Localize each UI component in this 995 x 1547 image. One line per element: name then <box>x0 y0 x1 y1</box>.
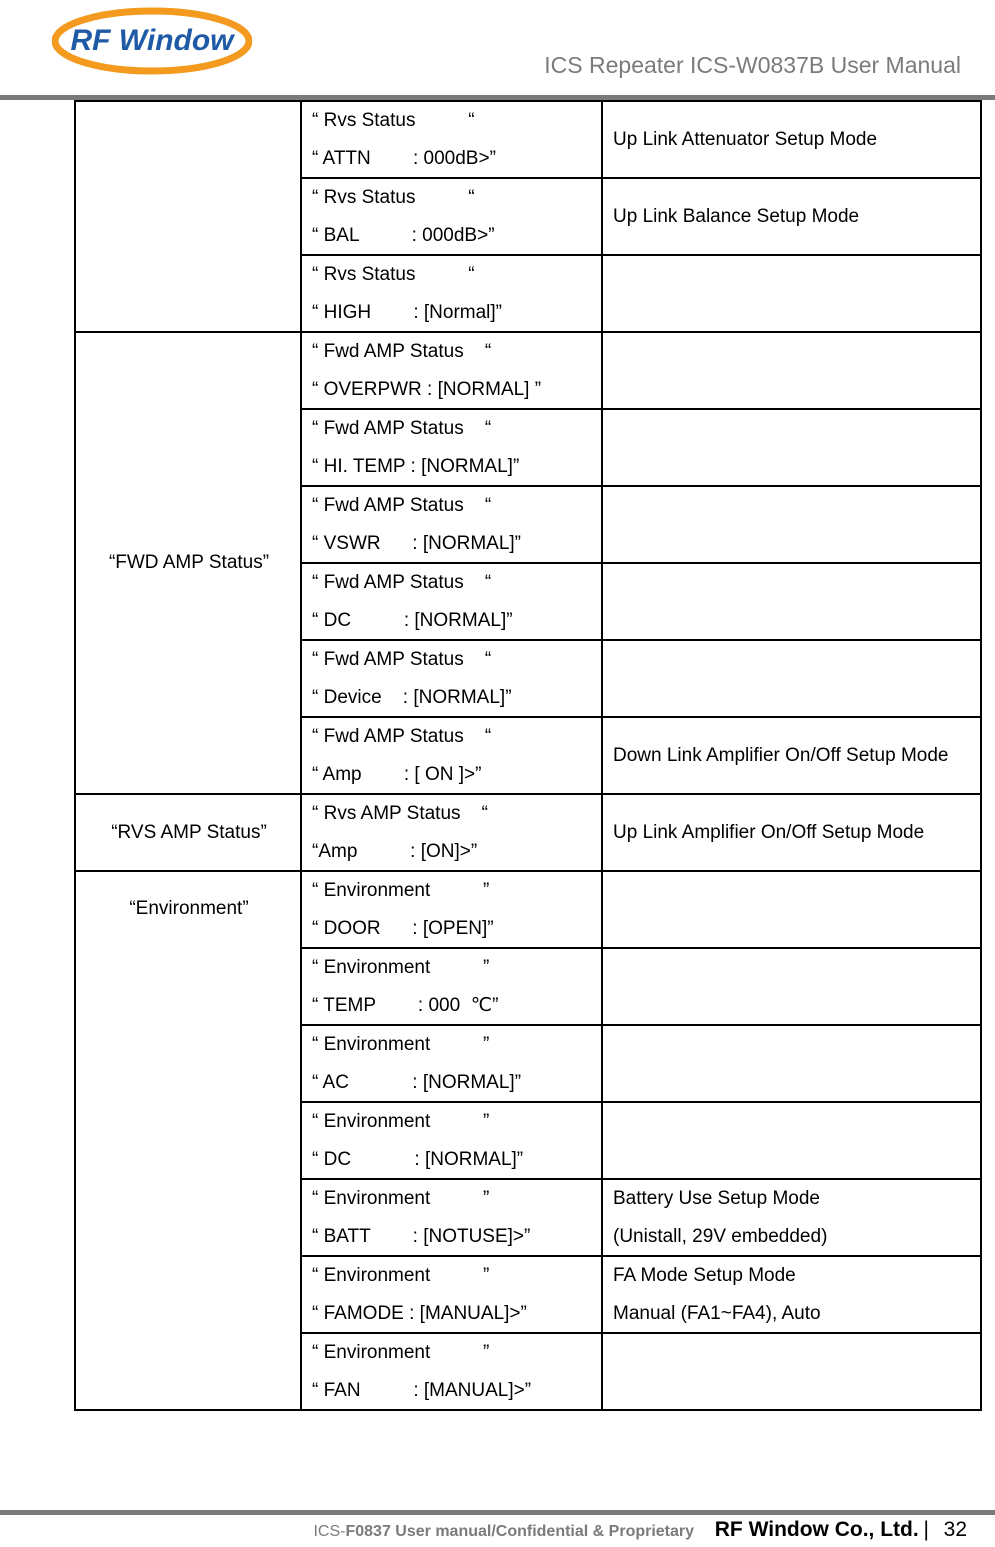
table-row <box>75 794 981 871</box>
description-cell: Down Link Amplifier On/Off Setup Mode <box>602 717 981 794</box>
status-cell: “ Fwd AMP Status “ “ DC : [NORMAL]” <box>301 563 602 640</box>
status-cell: “ Environment ” “ FAN : [MANUAL]>” <box>301 1333 602 1410</box>
table-row <box>75 101 981 178</box>
description-cell <box>602 948 981 1025</box>
description-cell <box>602 255 981 332</box>
manual-title: ICS Repeater ICS-W0837B User Manual <box>544 52 961 78</box>
table-row <box>75 871 981 948</box>
description-cell <box>602 1102 981 1179</box>
description-cell: FA Mode Setup Mode Manual (FA1~FA4), Auto <box>602 1256 981 1333</box>
description-cell: Up Link Amplifier On/Off Setup Mode <box>602 794 981 871</box>
description-cell: Up Link Attenuator Setup Mode <box>602 101 981 178</box>
status-cell: “ Environment ” “ DC : [NORMAL]” <box>301 1102 602 1179</box>
table-row <box>75 332 981 409</box>
page-number: 32 <box>943 1518 967 1541</box>
status-cell: “ Environment ” “ DOOR : [OPEN]” <box>301 871 602 948</box>
status-cell: “ Rvs AMP Status “ “Amp : [ON]>” <box>301 794 602 871</box>
status-cell: “ Rvs Status “ “ ATTN : 000dB>” <box>301 101 602 178</box>
description-cell <box>602 871 981 948</box>
status-table <box>74 100 982 1411</box>
group-cell-rvs-status <box>75 101 301 332</box>
status-cell: “ Environment ” “ TEMP : 000 ℃” <box>301 948 602 1025</box>
description-cell <box>602 409 981 486</box>
status-cell: “ Fwd AMP Status “ “ Amp : [ ON ]>” <box>301 717 602 794</box>
status-cell: “ Environment ” “ AC : [NORMAL]” <box>301 1025 602 1102</box>
footer <box>313 1515 967 1547</box>
group-cell-rvs-amp-status: “RVS AMP Status” <box>75 794 301 871</box>
company-name: RF Window Co., Ltd. <box>714 1518 919 1541</box>
document-id: ICS-F0837 User manual/Confidential & Proprietary <box>313 1523 695 1540</box>
description-cell <box>602 332 981 409</box>
description-cell: Up Link Balance Setup Mode <box>602 178 981 255</box>
group-cell-fwd-amp-status: “FWD AMP Status” <box>75 332 301 794</box>
description-cell <box>602 640 981 717</box>
description-cell <box>602 563 981 640</box>
status-cell: “ Fwd AMP Status “ “ VSWR : [NORMAL]” <box>301 486 602 563</box>
description-cell <box>602 486 981 563</box>
rf-window-logo <box>52 2 252 80</box>
status-cell: “ Environment ” “ BATT : [NOTUSE]>” <box>301 1179 602 1256</box>
status-cell: “ Fwd AMP Status “ “ HI. TEMP : [NORMAL]” <box>301 409 602 486</box>
description-cell <box>602 1333 981 1410</box>
status-cell: “ Environment ” “ FAMODE : [MANUAL]>” <box>301 1256 602 1333</box>
status-cell: “ Fwd AMP Status “ “ OVERPWR : [NORMAL] ” <box>301 332 602 409</box>
footer-separator: | <box>923 1518 929 1541</box>
status-cell: “ Fwd AMP Status “ “ Device : [NORMAL]” <box>301 640 602 717</box>
status-cell: “ Rvs Status “ “ BAL : 000dB>” <box>301 178 602 255</box>
svg-text:RF Window: RF Window <box>70 24 234 57</box>
status-cell: “ Rvs Status “ “ HIGH : [Normal]” <box>301 255 602 332</box>
description-cell <box>602 1025 981 1102</box>
description-cell: Battery Use Setup Mode (Unistall, 29V embedded) <box>602 1179 981 1256</box>
group-cell-environment: “Environment” <box>75 871 301 1410</box>
